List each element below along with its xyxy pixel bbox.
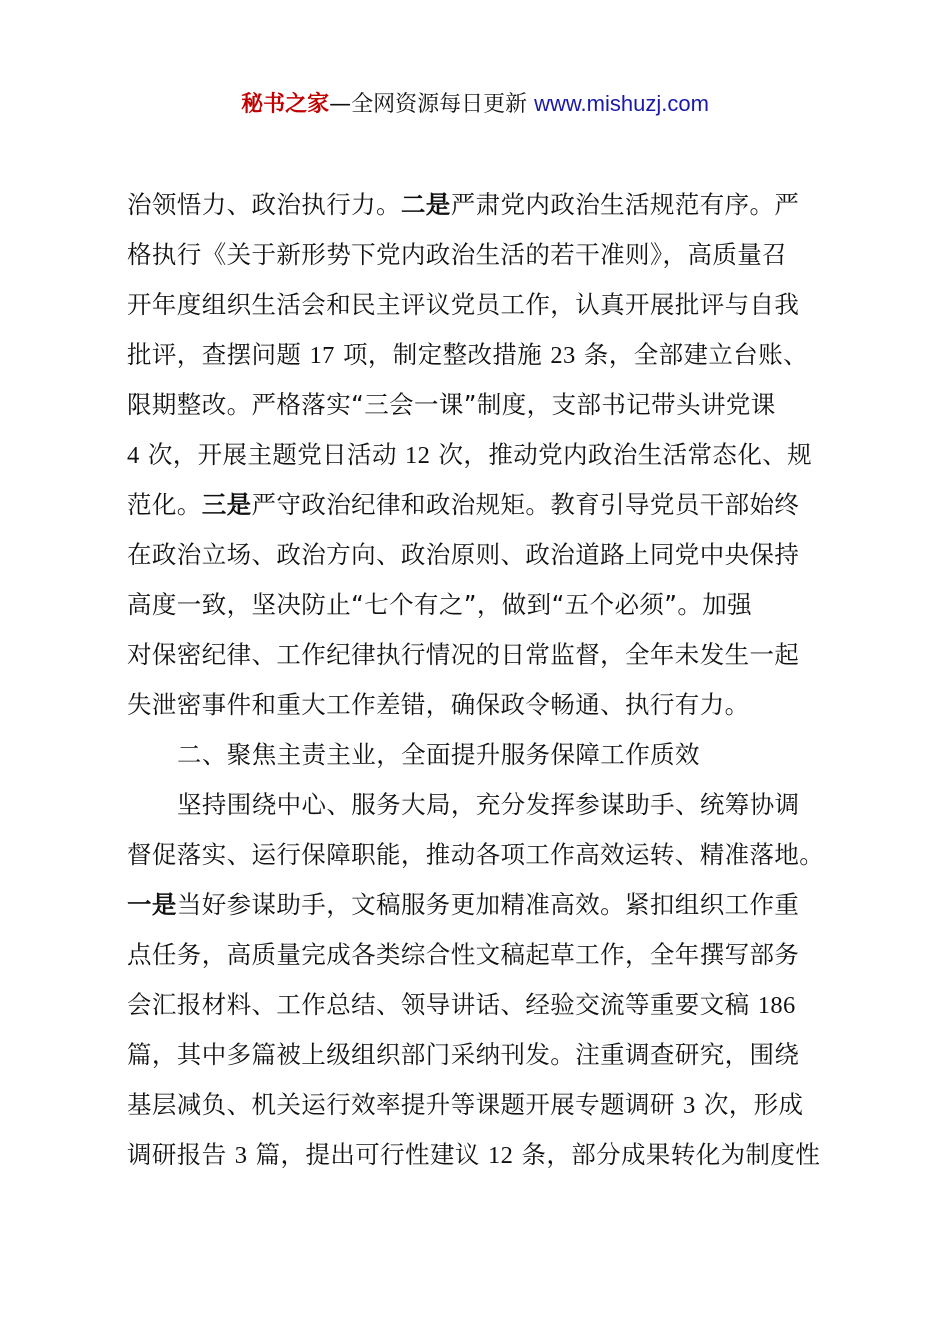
text-line <box>127 380 847 430</box>
text-line <box>127 430 847 480</box>
bold-lead-text: 二是 <box>400 190 451 219</box>
text-segment: 当好参谋助手，文稿服务更加精准高效。紧扣组织工作重 <box>176 890 800 919</box>
text-line <box>127 180 847 230</box>
text-line <box>127 830 847 880</box>
text-segment: 坚持围绕中心、服务大局，充分发挥参谋助手、统筹协调 <box>177 790 800 819</box>
text-segment: 批评，查摆问题 <box>127 340 310 369</box>
number-text: 12 <box>405 442 431 469</box>
text-segment: 二、聚焦主责主业，全面提升服务保障工作质效 <box>177 740 700 769</box>
text-segment: 治领悟力、政治执行力。 <box>127 190 401 219</box>
text-segment: 项，制定整改措施 <box>334 340 551 369</box>
number-text: 186 <box>757 992 796 1019</box>
bold-lead-text: 一是 <box>127 890 177 919</box>
text-segment: 格执行《关于新形势下党内政治生活的若干准则》，高质量召 <box>127 240 788 269</box>
text-segment: 会汇报材料、工作总结、领导讲话、经验交流等重要文稿 <box>127 990 758 1019</box>
text-segment: 严守政治纪律和政治规矩。教育引导党员干部始终 <box>251 490 800 519</box>
text-segment: 条，全部建立台账、 <box>575 340 808 369</box>
text-segment: 对保密纪律、工作纪律执行情况的日常监督，全年未发生一起 <box>127 640 800 669</box>
brand-name: 秘书之家 <box>241 92 330 117</box>
text-line <box>127 480 847 530</box>
number-text: 4 <box>127 442 140 469</box>
text-segment: 限期整改。严格落实“三会一课”制度，支部书记带头讲党课 <box>127 390 776 419</box>
text-segment: 次，形成 <box>695 1090 804 1119</box>
text-line <box>127 930 847 980</box>
text-line <box>127 730 847 780</box>
document-body <box>127 180 847 1180</box>
text-segment: 调研报告 <box>127 1140 235 1169</box>
number-text: 3 <box>234 1142 248 1169</box>
text-line <box>127 680 847 730</box>
text-segment: 督促落实、运行保障职能，推动各项工作高效运转、精准落地。 <box>127 840 825 869</box>
text-line <box>127 1080 847 1130</box>
text-line <box>127 580 847 630</box>
text-segment: 范化。 <box>127 490 202 519</box>
text-line <box>127 230 847 280</box>
site-url-link[interactable]: www.mishuzj.com <box>534 91 709 116</box>
text-segment: 在政治立场、政治方向、政治原则、政治道路上同党中央保持 <box>127 540 800 569</box>
text-segment: 严肃党内政治生活规范有序。严 <box>450 190 800 219</box>
text-segment: 篇，其中多篇被上级组织部门采纳刊发。注重调查研究，围绕 <box>127 1040 800 1069</box>
text-line <box>127 1130 847 1180</box>
text-segment: 基层减负、机关运行效率提升等课题开展专题调研 <box>127 1090 683 1119</box>
text-segment: 条，部分成果转化为制度性 <box>513 1140 821 1169</box>
text-line <box>127 880 847 930</box>
text-line <box>127 980 847 1030</box>
number-text: 17 <box>309 342 335 369</box>
header-tagline: —全网资源每日更新 <box>329 92 535 117</box>
number-text: 3 <box>683 1092 696 1119</box>
text-segment: 次，开展主题党日活动 <box>139 440 406 469</box>
text-segment: 开年度组织生活会和民主评议党员工作，认真开展批评与自我 <box>127 290 800 319</box>
page-header <box>0 88 950 121</box>
text-line <box>127 1030 847 1080</box>
text-segment: 点任务，高质量完成各类综合性文稿起草工作，全年撰写部务 <box>127 940 800 969</box>
number-text: 12 <box>487 1142 514 1169</box>
text-segment: 篇，提出可行性建议 <box>247 1140 488 1169</box>
text-line <box>127 780 847 830</box>
text-segment: 高度一致，坚决防止“七个有之”，做到“五个必须”。加强 <box>127 590 753 619</box>
text-segment: 次，推动党内政治生活常态化、规 <box>430 440 813 469</box>
text-line <box>127 630 847 680</box>
bold-lead-text: 三是 <box>201 490 252 519</box>
text-line <box>127 330 847 380</box>
text-line <box>127 280 847 330</box>
number-text: 23 <box>550 342 576 369</box>
text-segment: 失泄密事件和重大工作差错，确保政令畅通、执行有力。 <box>127 690 750 719</box>
text-line <box>127 530 847 580</box>
